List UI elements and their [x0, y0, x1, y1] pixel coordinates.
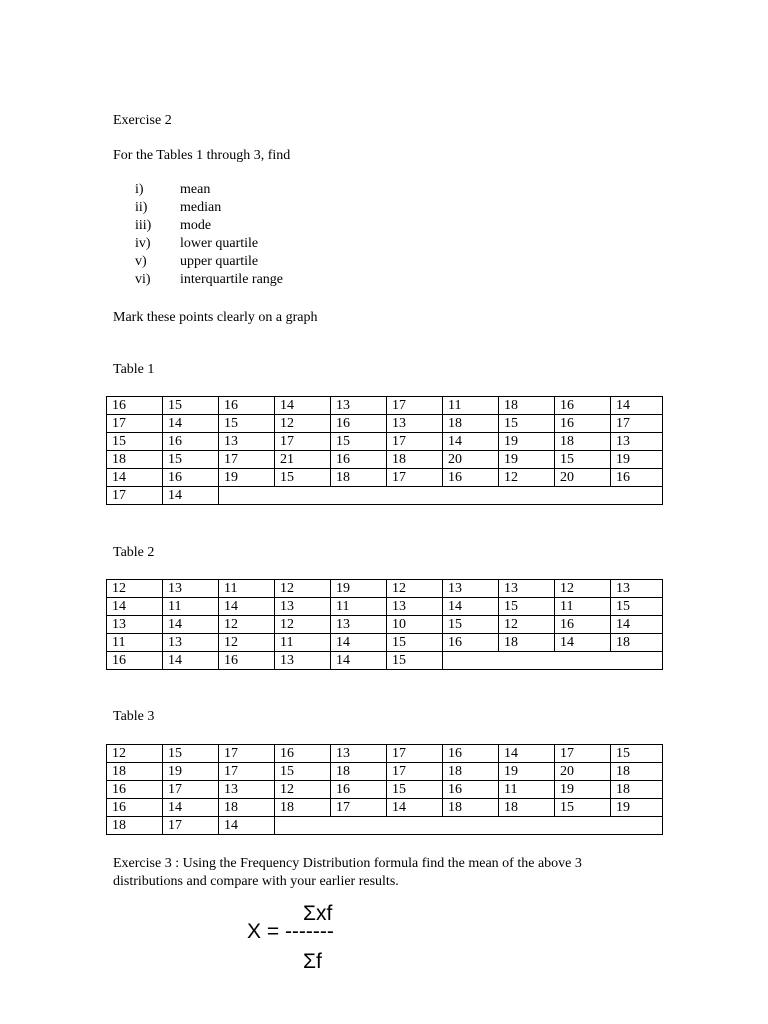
- exercise-3-line-1: Exercise 3 : Using the Frequency Distribution formula find the mean of the above 3: [113, 856, 582, 871]
- table-cell: 15: [555, 799, 611, 817]
- table-cell: 11: [331, 598, 387, 616]
- table-cell: 15: [275, 763, 331, 781]
- table-cell: 17: [387, 763, 443, 781]
- table-cell: 17: [219, 763, 275, 781]
- table-cell: 16: [443, 634, 499, 652]
- table-cell: 19: [163, 763, 219, 781]
- table-cell: 14: [443, 598, 499, 616]
- table-cell: 18: [219, 799, 275, 817]
- table-cell: 16: [443, 781, 499, 799]
- table-cell: 18: [107, 451, 163, 469]
- table-cell: 17: [107, 415, 163, 433]
- table-cell: 18: [499, 397, 555, 415]
- table-cell: 15: [163, 397, 219, 415]
- table-cell: 18: [107, 817, 163, 835]
- table-cell: 15: [499, 598, 555, 616]
- list-item-number: ii): [135, 200, 148, 215]
- table-cell: 14: [163, 415, 219, 433]
- table-cell: 16: [219, 397, 275, 415]
- table-cell: 20: [443, 451, 499, 469]
- table-cell: 14: [443, 433, 499, 451]
- table-cell: 18: [387, 451, 443, 469]
- exercise-2-title: Exercise 2: [113, 113, 172, 128]
- table-cell: 16: [555, 616, 611, 634]
- table-cell: 16: [107, 799, 163, 817]
- table-cell: 13: [387, 598, 443, 616]
- table-cell: 19: [555, 781, 611, 799]
- table-cell: 15: [443, 616, 499, 634]
- table-3-title: Table 3: [113, 709, 155, 724]
- list-item-text: interquartile range: [180, 272, 284, 287]
- table-cell: 16: [331, 415, 387, 433]
- table-cell: 15: [107, 433, 163, 451]
- table-cell: 12: [275, 781, 331, 799]
- table-row: [107, 763, 663, 781]
- table-cell: 14: [275, 397, 331, 415]
- table-cell: 19: [499, 763, 555, 781]
- table-cell: 12: [387, 580, 443, 598]
- table-cell: 18: [499, 799, 555, 817]
- table-cell: 16: [107, 397, 163, 415]
- table-cell: 14: [163, 652, 219, 670]
- list-item-number: vi): [135, 272, 151, 287]
- table-cell: 13: [275, 652, 331, 670]
- table-cell: 18: [443, 799, 499, 817]
- table-cell: 14: [219, 817, 275, 835]
- table-cell: 10: [387, 616, 443, 634]
- table-cell: 17: [387, 397, 443, 415]
- table-cell: 15: [163, 745, 219, 763]
- table-cell: 17: [219, 451, 275, 469]
- table-cell: 16: [275, 745, 331, 763]
- table-cell: 14: [499, 745, 555, 763]
- table-cell: 12: [499, 469, 555, 487]
- table-3: [106, 744, 663, 835]
- table-cell: 14: [163, 487, 219, 505]
- table-cell: 12: [107, 580, 163, 598]
- table-cell: 13: [499, 580, 555, 598]
- table-cell: 18: [611, 763, 663, 781]
- table-cell: 19: [499, 451, 555, 469]
- table-cell: 12: [499, 616, 555, 634]
- list-item-number: i): [135, 182, 144, 197]
- table-row: [107, 580, 663, 598]
- table-cell: 15: [219, 415, 275, 433]
- table-row: [107, 652, 663, 670]
- table-cell: 14: [611, 616, 663, 634]
- table-cell: 16: [163, 433, 219, 451]
- table-row: [107, 634, 663, 652]
- table-cell: 11: [499, 781, 555, 799]
- table-row: [107, 451, 663, 469]
- table-cell: 15: [387, 634, 443, 652]
- table-cell: 16: [611, 469, 663, 487]
- table-cell: 14: [331, 652, 387, 670]
- table-cell: 17: [163, 817, 219, 835]
- table-cell: 16: [443, 745, 499, 763]
- table-cell: 13: [331, 397, 387, 415]
- table-cell: 12: [107, 745, 163, 763]
- table-cell: 13: [443, 580, 499, 598]
- table-cell: 16: [443, 469, 499, 487]
- table-cell: 16: [107, 781, 163, 799]
- list-item-number: iii): [135, 218, 152, 233]
- table-cell: 15: [275, 469, 331, 487]
- list-item-number: v): [135, 254, 147, 269]
- table-cell: 14: [107, 469, 163, 487]
- table-cell: 18: [611, 634, 663, 652]
- table-row: [107, 598, 663, 616]
- table-row: [107, 616, 663, 634]
- table-cell: 11: [555, 598, 611, 616]
- table-cell: 15: [611, 745, 663, 763]
- table-cell: 18: [499, 634, 555, 652]
- table-1-title: Table 1: [113, 362, 155, 377]
- table-row: [107, 433, 663, 451]
- table-cell: 15: [387, 781, 443, 799]
- table-cell: 21: [275, 451, 331, 469]
- table-cell: 19: [219, 469, 275, 487]
- table-cell: 13: [275, 598, 331, 616]
- table-cell: 12: [219, 616, 275, 634]
- list-item-text: mode: [180, 218, 212, 233]
- table-cell: 16: [331, 451, 387, 469]
- table-row: [107, 487, 663, 505]
- table-cell: 17: [387, 433, 443, 451]
- table-row: [107, 781, 663, 799]
- table-cell: 15: [611, 598, 663, 616]
- table-cell: 12: [555, 580, 611, 598]
- table-cell: 12: [275, 415, 331, 433]
- table-cell: 18: [331, 763, 387, 781]
- mark-points-text: Mark these points clearly on a graph: [113, 310, 318, 325]
- table-cell: 18: [555, 433, 611, 451]
- table-cell: 11: [443, 397, 499, 415]
- table-cell: 14: [219, 598, 275, 616]
- table-cell: 11: [163, 598, 219, 616]
- table-cell: 19: [611, 799, 663, 817]
- table-empty-cell: [443, 652, 663, 670]
- list-item-text: median: [180, 200, 222, 215]
- list-item-text: mean: [180, 182, 211, 197]
- table-cell: 12: [219, 634, 275, 652]
- table-cell: 13: [331, 616, 387, 634]
- table-empty-cell: [275, 817, 663, 835]
- table-cell: 13: [219, 781, 275, 799]
- table-row: [107, 745, 663, 763]
- table-cell: 18: [443, 415, 499, 433]
- table-cell: 16: [219, 652, 275, 670]
- list-item-text: lower quartile: [180, 236, 259, 251]
- table-cell: 13: [387, 415, 443, 433]
- table-cell: 13: [163, 580, 219, 598]
- table-cell: 18: [107, 763, 163, 781]
- exercise-3-line-2: distributions and compare with your earlier results.: [113, 874, 399, 889]
- table-cell: 20: [555, 763, 611, 781]
- table-cell: 17: [275, 433, 331, 451]
- table-cell: 11: [275, 634, 331, 652]
- table-1: [106, 396, 663, 505]
- table-cell: 19: [331, 580, 387, 598]
- table-cell: 14: [555, 634, 611, 652]
- table-cell: 17: [219, 745, 275, 763]
- table-row: [107, 415, 663, 433]
- table-cell: 13: [107, 616, 163, 634]
- table-row: [107, 817, 663, 835]
- list-item-text: upper quartile: [180, 254, 259, 269]
- table-empty-cell: [219, 487, 663, 505]
- table-cell: 17: [387, 745, 443, 763]
- table-cell: 17: [387, 469, 443, 487]
- table-cell: 16: [331, 781, 387, 799]
- table-row: [107, 397, 663, 415]
- table-cell: 18: [331, 469, 387, 487]
- table-cell: 16: [107, 652, 163, 670]
- table-cell: 12: [275, 580, 331, 598]
- table-cell: 19: [499, 433, 555, 451]
- table-cell: 17: [611, 415, 663, 433]
- table-cell: 15: [331, 433, 387, 451]
- table-cell: 13: [331, 745, 387, 763]
- formula-lhs: X = -------: [247, 920, 334, 943]
- table-cell: 15: [387, 652, 443, 670]
- table-cell: 17: [331, 799, 387, 817]
- table-cell: 15: [499, 415, 555, 433]
- table-cell: 11: [219, 580, 275, 598]
- table-cell: 12: [275, 616, 331, 634]
- table-cell: 16: [163, 469, 219, 487]
- table-cell: 16: [555, 397, 611, 415]
- table-cell: 13: [611, 433, 663, 451]
- table-cell: 13: [163, 634, 219, 652]
- table-cell: 15: [555, 451, 611, 469]
- table-row: [107, 469, 663, 487]
- table-cell: 14: [107, 598, 163, 616]
- table-cell: 13: [611, 580, 663, 598]
- table-cell: 17: [163, 781, 219, 799]
- table-cell: 14: [611, 397, 663, 415]
- formula-denominator: Σf: [303, 950, 322, 973]
- table-cell: 18: [611, 781, 663, 799]
- table-cell: 16: [555, 415, 611, 433]
- table-cell: 19: [611, 451, 663, 469]
- table-2-title: Table 2: [113, 545, 155, 560]
- table-cell: 15: [163, 451, 219, 469]
- table-cell: 11: [107, 634, 163, 652]
- formula-numerator: Σxf: [303, 902, 333, 925]
- table-cell: 17: [555, 745, 611, 763]
- exercise-2-instruction: For the Tables 1 through 3, find: [113, 148, 291, 163]
- table-2: [106, 579, 663, 670]
- table-cell: 18: [275, 799, 331, 817]
- list-item-number: iv): [135, 236, 151, 251]
- table-cell: 14: [387, 799, 443, 817]
- table-cell: 14: [163, 799, 219, 817]
- table-cell: 20: [555, 469, 611, 487]
- table-cell: 13: [219, 433, 275, 451]
- table-cell: 17: [107, 487, 163, 505]
- table-cell: 14: [331, 634, 387, 652]
- table-cell: 14: [163, 616, 219, 634]
- table-cell: 18: [443, 763, 499, 781]
- table-row: [107, 799, 663, 817]
